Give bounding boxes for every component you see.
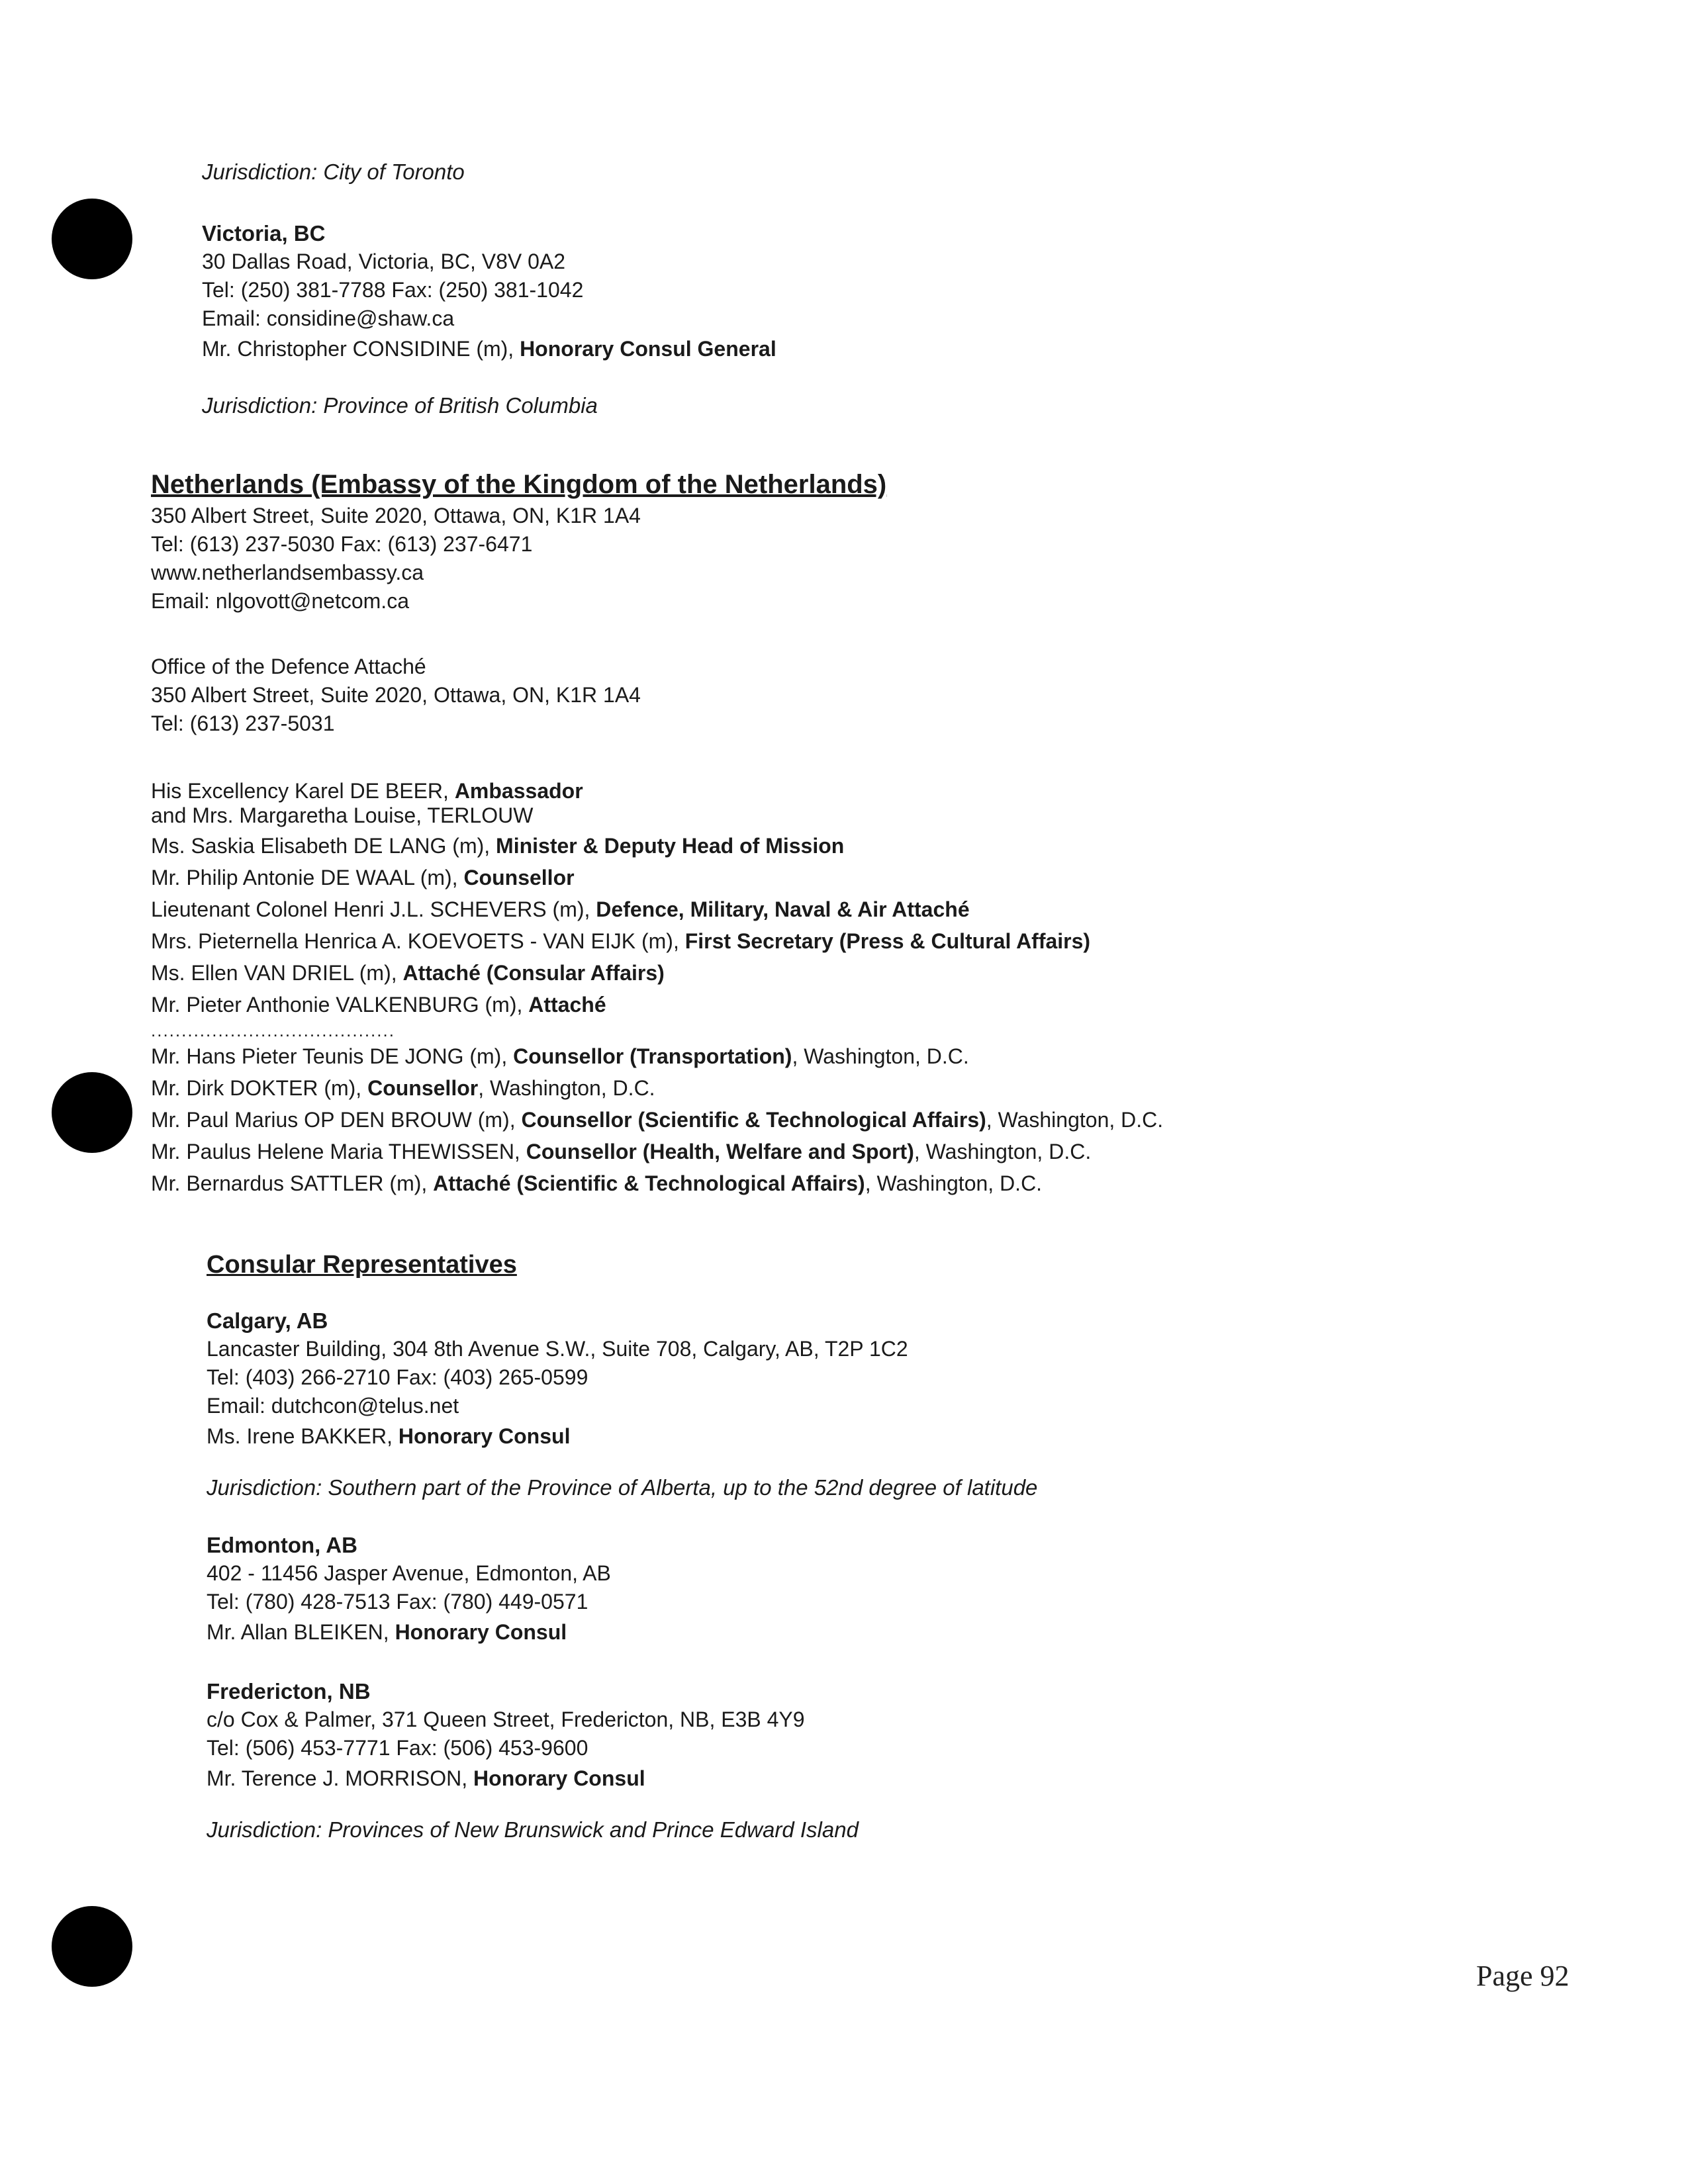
washington-staff-row: Mr. Hans Pieter Teunis DE JONG (m), Counsellor (Transportation), Washington, D.C.	[151, 1044, 969, 1068]
washington-staff-row: Mr. Bernardus SATTLER (m), Attaché (Scientific & Technological Affairs), Washington, D.C.	[151, 1171, 1043, 1195]
staff-row: and Mrs. Margaretha Louise, TERLOUW	[151, 803, 534, 827]
punch-hole-top	[52, 199, 132, 279]
address-calgary: Lancaster Building, 304 8th Avenue S.W., Suite 708, Calgary, AB, T2P 1C2	[207, 1337, 908, 1361]
staff-row: Ms. Ellen VAN DRIEL (m), Attaché (Consular Affairs)	[151, 961, 665, 985]
email-victoria: Email: considine@shaw.ca	[202, 306, 455, 330]
jurisdiction-fredericton: Jurisdiction: Provinces of New Brunswick and Prince Edward Island	[207, 1817, 859, 1842]
page-number: Page 92	[1476, 1960, 1570, 1992]
city-heading-victoria: Victoria, BC	[202, 221, 326, 246]
city-heading-edmonton: Edmonton, AB	[207, 1533, 357, 1557]
washington-staff-row: Mr. Dirk DOKTER (m), Counsellor, Washington, D.C.	[151, 1076, 655, 1100]
embassy-section	[151, 467, 1163, 1199]
jurisdiction-victoria: Jurisdiction: Province of British Columbia	[202, 393, 598, 418]
staff-row: Mrs. Pieternella Henrica A. KOEVOETS - VAN EIJK (m), First Secretary (Press & Cultural Affairs)	[151, 929, 1091, 953]
person-calgary: Ms. Irene BAKKER, Honorary Consul	[207, 1424, 571, 1448]
address-fredericton: c/o Cox & Palmer, 371 Queen Street, Fredericton, NB, E3B 4Y9	[207, 1707, 805, 1731]
staff-row: His Excellency Karel DE BEER, Ambassador	[151, 779, 583, 803]
tel-victoria: Tel: (250) 381-7788 Fax: (250) 381-1042	[202, 278, 584, 302]
washington-staff-row: Mr. Paul Marius OP DEN BROUW (m), Counsellor (Scientific & Technological Affairs), Washington, D.C.	[151, 1108, 1164, 1132]
punch-hole-middle	[52, 1072, 132, 1153]
defence-office-address: 350 Albert Street, Suite 2020, Ottawa, ON, K1R 1A4	[151, 683, 641, 707]
embassy-title: Netherlands (Embassy of the Kingdom of the Netherlands)	[151, 470, 887, 499]
staff-row: Mr. Pieter Anthonie VALKENBURG (m), Attaché	[151, 993, 606, 1017]
email-calgary: Email: dutchcon@telus.net	[207, 1394, 459, 1418]
jurisdiction-toronto: Jurisdiction: City of Toronto	[202, 159, 465, 184]
address-victoria: 30 Dallas Road, Victoria, BC, V8V 0A2	[202, 250, 566, 273]
address-edmonton: 402 - 11456 Jasper Avenue, Edmonton, AB	[207, 1561, 611, 1585]
person-fredericton: Mr. Terence J. MORRISON, Honorary Consul	[207, 1766, 645, 1790]
person-victoria: Mr. Christopher CONSIDINE (m), Honorary Consul General	[202, 337, 776, 361]
defence-office-tel: Tel: (613) 237-5031	[151, 711, 335, 735]
consular-section	[207, 1248, 1037, 1844]
washington-staff-row: Mr. Paulus Helene Maria THEWISSEN, Counsellor (Health, Welfare and Sport), Washington, D.C.	[151, 1140, 1092, 1163]
staff-row: Mr. Philip Antonie DE WAAL (m), Counsellor	[151, 866, 575, 889]
embassy-tel: Tel: (613) 237-5030 Fax: (613) 237-6471	[151, 532, 533, 556]
tel-fredericton: Tel: (506) 453-7771 Fax: (506) 453-9600	[207, 1736, 588, 1760]
embassy-address: 350 Albert Street, Suite 2020, Ottawa, ON, K1R 1A4	[151, 504, 641, 527]
defence-office-name: Office of the Defence Attaché	[151, 655, 426, 678]
consular-heading: Consular Representatives	[207, 1251, 517, 1279]
victoria-section	[202, 158, 776, 420]
city-heading-calgary: Calgary, AB	[207, 1308, 328, 1333]
tel-calgary: Tel: (403) 266-2710 Fax: (403) 265-0599	[207, 1365, 588, 1389]
tel-edmonton: Tel: (780) 428-7513 Fax: (780) 449-0571	[207, 1590, 588, 1614]
embassy-email: Email: nlgovott@netcom.ca	[151, 589, 409, 613]
dotted-separator: ........................................	[151, 1021, 395, 1040]
staff-row: Lieutenant Colonel Henri J.L. SCHEVERS (m), Defence, Military, Naval & Air Attaché	[151, 897, 970, 921]
staff-row: Ms. Saskia Elisabeth DE LANG (m), Minister & Deputy Head of Mission	[151, 834, 845, 858]
jurisdiction-calgary: Jurisdiction: Southern part of the Province of Alberta, up to the 52nd degree of latitude	[207, 1475, 1038, 1500]
punch-hole-bottom	[52, 1906, 132, 1987]
person-edmonton: Mr. Allan BLEIKEN, Honorary Consul	[207, 1620, 567, 1644]
embassy-website: www.netherlandsembassy.ca	[151, 561, 424, 584]
city-heading-fredericton: Fredericton, NB	[207, 1679, 371, 1704]
